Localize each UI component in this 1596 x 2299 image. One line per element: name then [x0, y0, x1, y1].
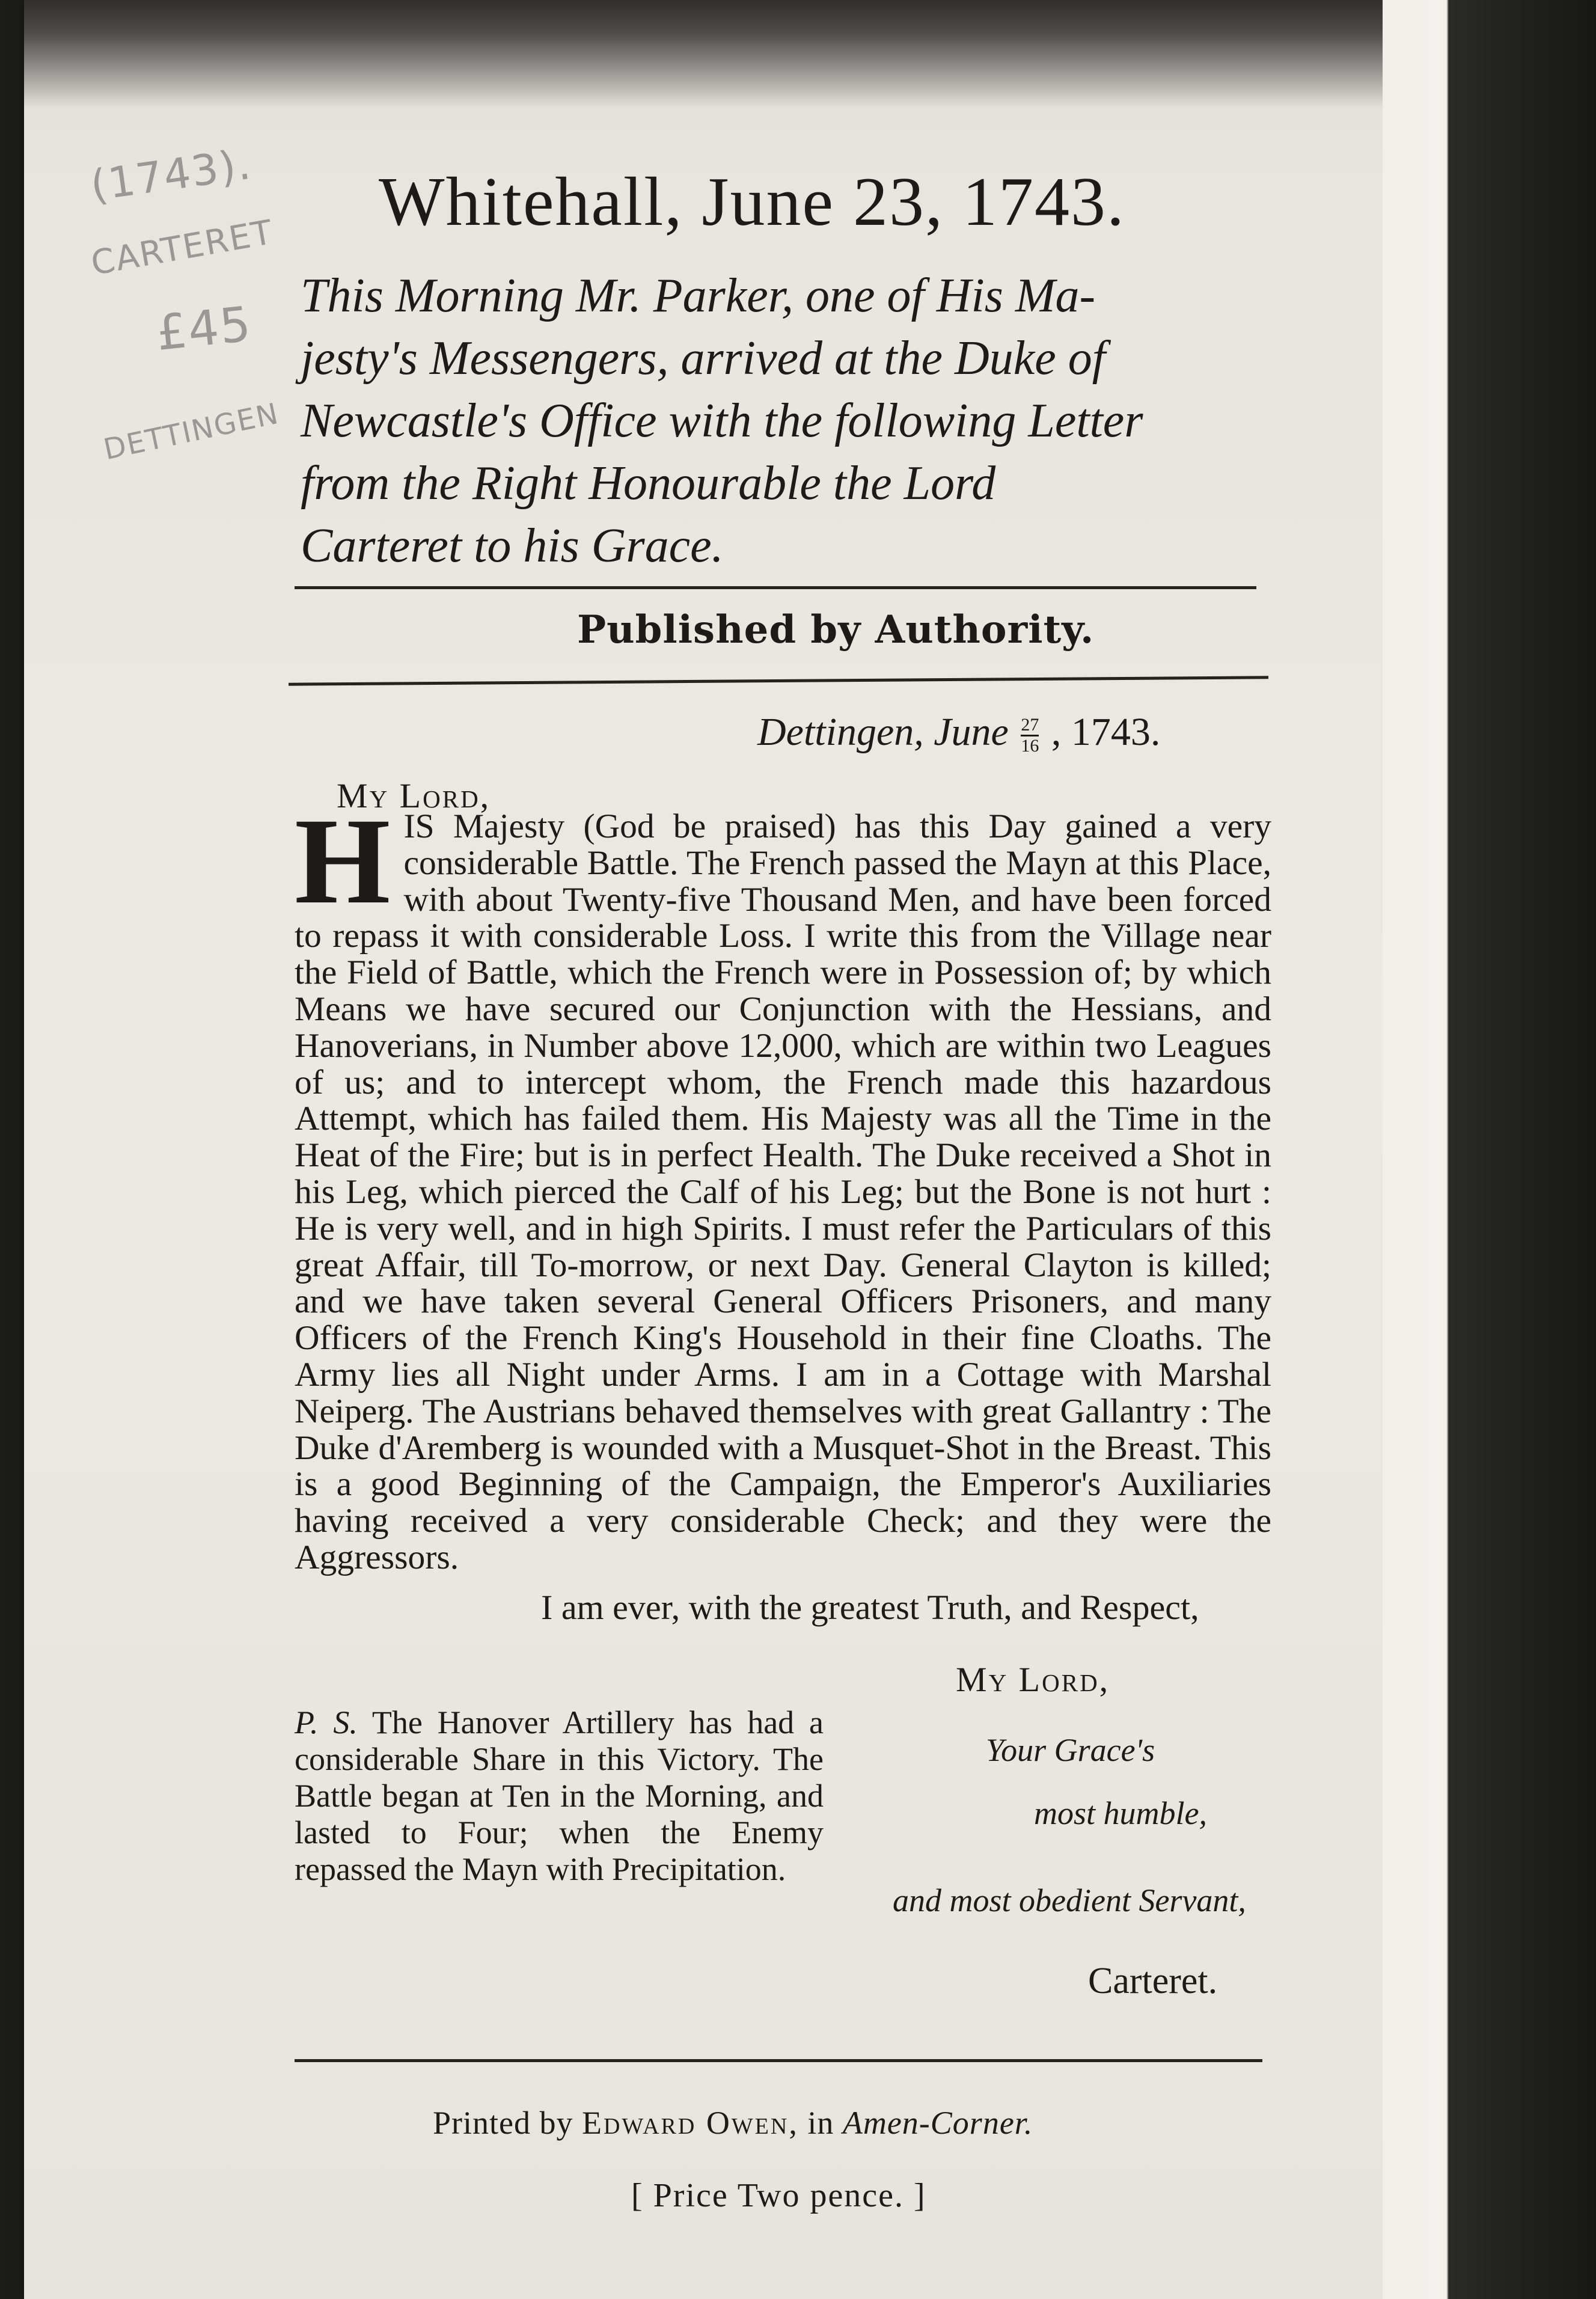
signature-name: Carteret. — [1088, 1961, 1218, 2001]
manuscript-annotation-name: CARTERET — [88, 212, 277, 284]
manuscript-annotation-date: (1743). — [87, 139, 255, 211]
printer-in: in — [807, 2105, 834, 2141]
postscript-label: P. S. — [295, 1704, 358, 1740]
fraction-bottom: 16 — [1021, 736, 1039, 756]
postscript — [295, 1704, 824, 1888]
intro-line: Carteret to his Grace. — [301, 519, 724, 572]
manuscript-annotation-place: DETTINGEN — [100, 396, 283, 467]
signature-salutation: My Lord, — [956, 1660, 1110, 1699]
drop-cap: H — [295, 793, 391, 929]
letter-body-text: IS Majesty (God be praised) has this Day gained a very considerable Battle. The French passed the Mayn at this Place, with about Twenty-five Thousand Men, and have been forced to repass it with considerable Loss. I write this from the Village near the Field of Battle, which the French were in Possession of; by which Means we have secured our Conjunction with the Hessians, and Hanoverians, in Number above 12,000, which are within two Leagues of us; and to intercept whom, the French made this hazardous Attempt, which has failed them. His Majesty was all the Time in the Heat of the Fire; but is in perfect Health. The Duke received a Shot in his Leg, which pierced the Calf of his Leg; but the Bone is not hurt : He is very well, and in high Spirits. I must refer the Particulars of this great Affair, till To-morrow, or next Day. General Clayton is killed; and we have taken several General Officers Prisoners, and many Officers of the French King's Household in their fine Cloaths. The Army lies all Night under Arms. I am in a Cottage with Marshal Neiperg. The Austrians behaved themselves with great Gallantry : The Duke d'Aremberg is wounded with a Musquet-Shot in the Breast. This is a good Beginning of the Campaign, the Emperor's Auxiliaries having received a very considerable Check; and they were the Aggressors. — [295, 807, 1271, 1576]
dateline-place: Dettingen, June — [757, 710, 1009, 754]
intro-line: jesty's Messengers, arrived at the Duke of — [301, 332, 1106, 385]
printer-name: Edward Owen, — [582, 2105, 799, 2141]
manuscript-annotation-price: £45 — [153, 295, 255, 362]
signature-line: Your Grace's — [986, 1732, 1155, 1768]
divider — [295, 586, 1256, 589]
dateline-fraction — [1021, 715, 1039, 756]
intro-line: This Morning Mr. Parker, one of His Ma- — [301, 269, 1096, 322]
page-title: Whitehall, June 23, 1743. — [379, 164, 1126, 240]
background-edge — [1383, 0, 1596, 2299]
signature-line: most humble, — [1034, 1795, 1207, 1831]
fraction-top: 27 — [1021, 715, 1039, 736]
printer-place: Amen-Corner. — [842, 2105, 1033, 2141]
price-line: [ Price Two pence. ] — [631, 2177, 926, 2214]
postscript-text: The Hanover Artillery has had a considerable Share in this Victory. The Battle began at Ten in the Morning, and lasted to Four; when the Enemy repassed the Mayn with Precipitation. — [295, 1704, 824, 1887]
intro-line: from the Right Honourable the Lord — [301, 457, 996, 510]
printer-imprint — [433, 2104, 1033, 2141]
letter-dateline — [757, 709, 1160, 756]
dateline-year: , 1743. — [1051, 710, 1161, 754]
intro-paragraph — [301, 265, 1256, 577]
printed-by: Printed by — [433, 2105, 573, 2141]
top-ink-smudge — [24, 0, 1383, 108]
intro-line: Newcastle's Office with the following Letter — [301, 394, 1143, 447]
signature-line: and most obedient Servant, — [893, 1882, 1246, 1918]
letter-salutation: My Lord, — [337, 776, 491, 815]
divider — [295, 2059, 1262, 2062]
authority-notice: Published by Authority. — [577, 607, 1095, 652]
letter-closing: I am ever, with the greatest Truth, and Respect, — [541, 1588, 1199, 1627]
